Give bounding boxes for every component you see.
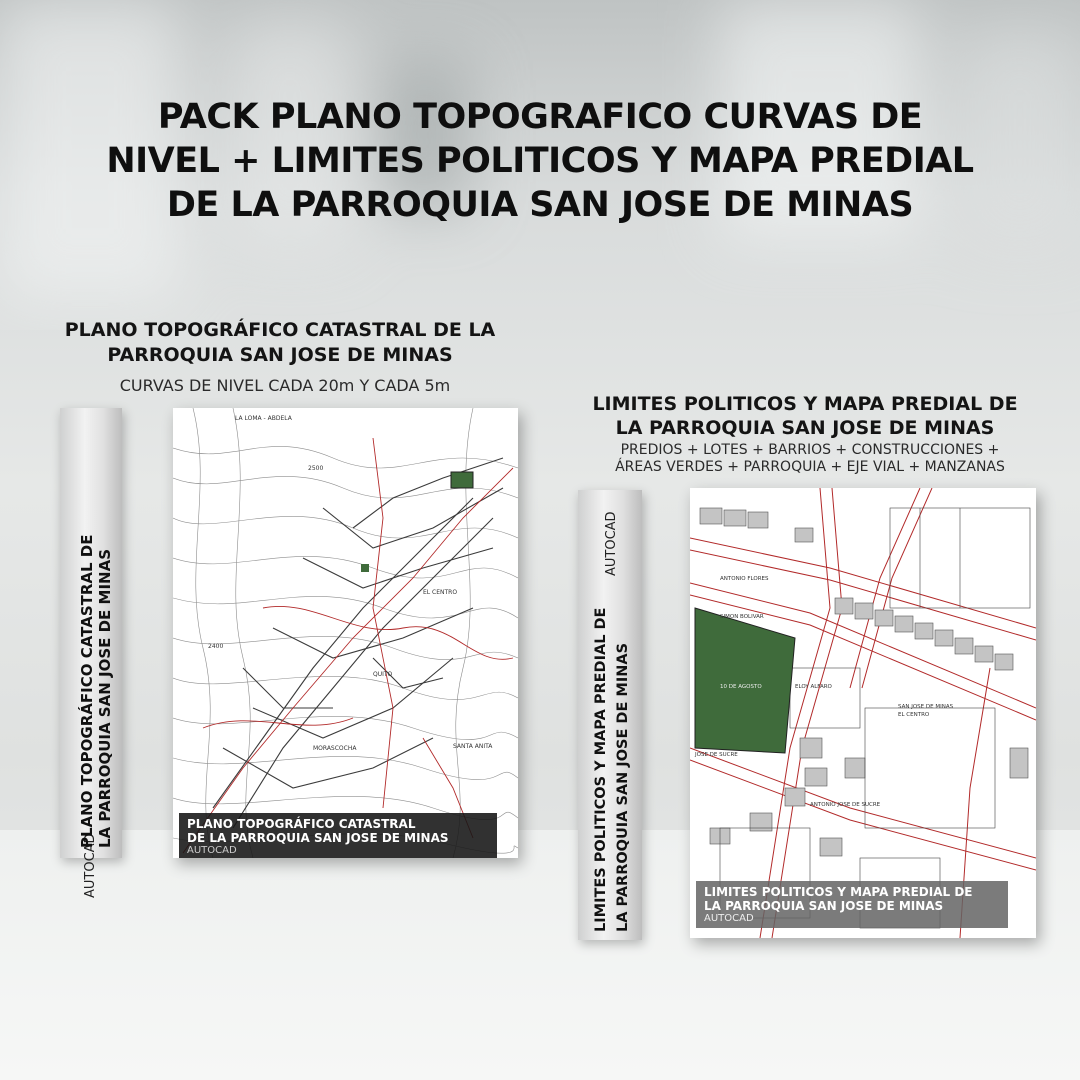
map-label: 2500 [308, 465, 324, 472]
map-label: SIMON BOLIVAR [720, 614, 764, 620]
left-caption-line: DE LA PARROQUIA SAN JOSE DE MINAS [187, 831, 449, 845]
right-product-heading [570, 392, 1040, 440]
map-label: 2400 [208, 643, 224, 650]
pack-title-line: DE LA PARROQUIA SAN JOSE DE MINAS [166, 185, 914, 225]
left-product-subtitle: CURVAS DE NIVEL CADA 20m Y CADA 5m [119, 376, 451, 395]
map-label: EL CENTRO [898, 712, 930, 718]
left-caption-line: PLANO TOPOGRÁFICO CATASTRAL [187, 817, 416, 831]
left-spine-brand: AUTOCAD [83, 833, 98, 898]
map-label: ELOY ALFARO [795, 684, 832, 690]
topographic-map [173, 408, 518, 858]
right-subtitle-line: PREDIOS + LOTES + BARRIOS + CONSTRUCCIONES + [620, 442, 1000, 458]
pack-title-line: PACK PLANO TOPOGRAFICO CURVAS DE [157, 97, 923, 137]
map-label: EL CENTRO [423, 589, 458, 596]
left-spine-title-line: LA PARROQUIA SAN JOSE DE MINAS [96, 549, 114, 848]
right-cover-caption [696, 881, 1008, 928]
pack-title-line: NIVEL + LIMITES POLITICOS Y MAPA PREDIAL [106, 141, 974, 181]
map-label: LA LOMA - ABDELA [235, 415, 292, 422]
map-label: SANTA ANITA [453, 743, 493, 750]
right-spine-title-line: LA PARROQUIA SAN JOSE DE MINAS [615, 642, 631, 932]
left-book-cover [173, 408, 518, 858]
right-book-spine [578, 490, 642, 940]
right-product-subtitle [565, 442, 1055, 476]
right-book-cover [690, 488, 1036, 938]
cadastral-map [690, 488, 1036, 938]
right-caption-line: LIMITES POLITICOS Y MAPA PREDIAL DE [704, 885, 973, 899]
left-heading-line: PLANO TOPOGRÁFICO CATASTRAL DE LA [64, 319, 496, 341]
right-caption-line: LA PARROQUIA SAN JOSE DE MINAS [704, 899, 944, 913]
left-product-heading [40, 318, 520, 368]
map-label: JOSE DE SUCRE [695, 752, 738, 758]
map-label: QUITO [373, 671, 393, 678]
left-caption-brand: AUTOCAD [187, 845, 237, 856]
right-spine-brand: AUTOCAD [604, 511, 619, 576]
right-spine-title-line: LIMITES POLITICOS Y MAPA PREDIAL DE [593, 607, 609, 932]
left-spine-title-line: PLANO TOPOGRÁFICO CATASTRAL DE [78, 534, 96, 848]
map-label: MORASCOCHA [313, 745, 357, 752]
right-subtitle-line: ÁREAS VERDES + PARROQUIA + EJE VIAL + MANZANAS [615, 459, 1005, 475]
map-label: ANTONIO FLORES [720, 576, 769, 582]
map-label: ANTONIO JOSE DE SUCRE [810, 802, 881, 808]
map-label: 10 DE AGOSTO [720, 684, 762, 690]
left-heading-line: PARROQUIA SAN JOSE DE MINAS [107, 344, 453, 366]
right-caption-brand: AUTOCAD [704, 913, 754, 924]
left-cover-caption [179, 813, 497, 858]
right-heading-line: LA PARROQUIA SAN JOSE DE MINAS [615, 417, 995, 439]
pack-title [60, 95, 1020, 227]
left-book-spine [60, 408, 122, 898]
map-label: SAN JOSE DE MINAS [898, 704, 954, 710]
right-heading-line: LIMITES POLITICOS Y MAPA PREDIAL DE [592, 393, 1018, 415]
